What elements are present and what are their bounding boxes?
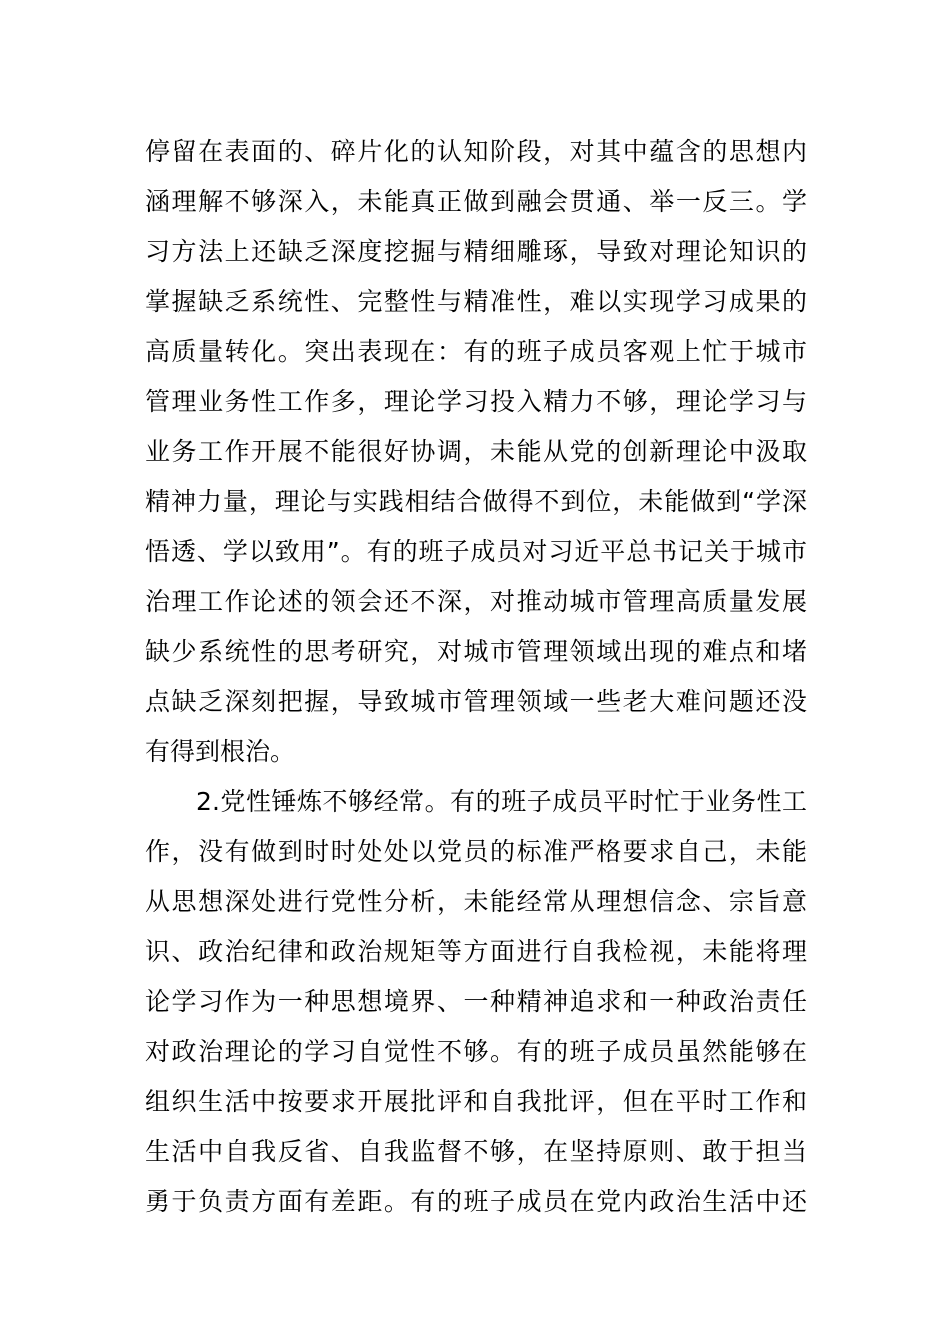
- text-line: 有得到根治。: [145, 737, 296, 766]
- text-line: 业务工作开展不能很好协调，未能从党的创新理论中汲取: [145, 437, 807, 466]
- text-line: 勇于负责方面有差距。有的班子成员在党内政治生活中还: [145, 1187, 807, 1216]
- text-line: 涵理解不够深入，未能真正做到融会贯通、举一反三。学: [145, 187, 807, 216]
- text-line: 停留在表面的、碎片化的认知阶段，对其中蕴含的思想内: [145, 137, 807, 166]
- text-line: 掌握缺乏系统性、完整性与精准性，难以实现学习成果的: [145, 287, 807, 316]
- text-line: 高质量转化。突出表现在：有的班子成员客观上忙于城市: [145, 337, 807, 366]
- text-line: 识、政治纪律和政治规矩等方面进行自我检视，未能将理: [145, 937, 807, 966]
- text-line: 作，没有做到时时处处以党员的标准严格要求自己，未能: [145, 837, 807, 866]
- text-line: 论学习作为一种思想境界、一种精神追求和一种政治责任: [145, 987, 807, 1016]
- paragraph-2: [145, 777, 807, 1227]
- text-line: 精神力量，理论与实践相结合做得不到位，未能做到“学深: [145, 487, 807, 516]
- text-line: 管理业务性工作多，理论学习投入精力不够，理论学习与: [145, 387, 807, 416]
- text-line: 生活中自我反省、自我监督不够，在坚持原则、敢于担当: [145, 1137, 807, 1166]
- text-line: 2.党性锤炼不够经常。有的班子成员平时忙于业务性工: [145, 787, 807, 816]
- text-line: 悟透、学以致用”。有的班子成员对习近平总书记关于城市: [145, 537, 807, 566]
- text-line: 缺少系统性的思考研究，对城市管理领域出现的难点和堵: [145, 637, 807, 666]
- text-line: 习方法上还缺乏深度挖掘与精细雕琢，导致对理论知识的: [145, 237, 807, 266]
- text-line: 从思想深处进行党性分析，未能经常从理想信念、宗旨意: [145, 887, 807, 916]
- text-line: 组织生活中按要求开展批评和自我批评，但在平时工作和: [145, 1087, 807, 1116]
- paragraph-1: [145, 127, 807, 777]
- text-line: 对政治理论的学习自觉性不够。有的班子成员虽然能够在: [145, 1037, 807, 1066]
- body-text: [145, 127, 807, 1227]
- text-line: 点缺乏深刻把握，导致城市管理领域一些老大难问题还没: [145, 687, 807, 716]
- text-line: 治理工作论述的领会还不深，对推动城市管理高质量发展: [145, 587, 807, 616]
